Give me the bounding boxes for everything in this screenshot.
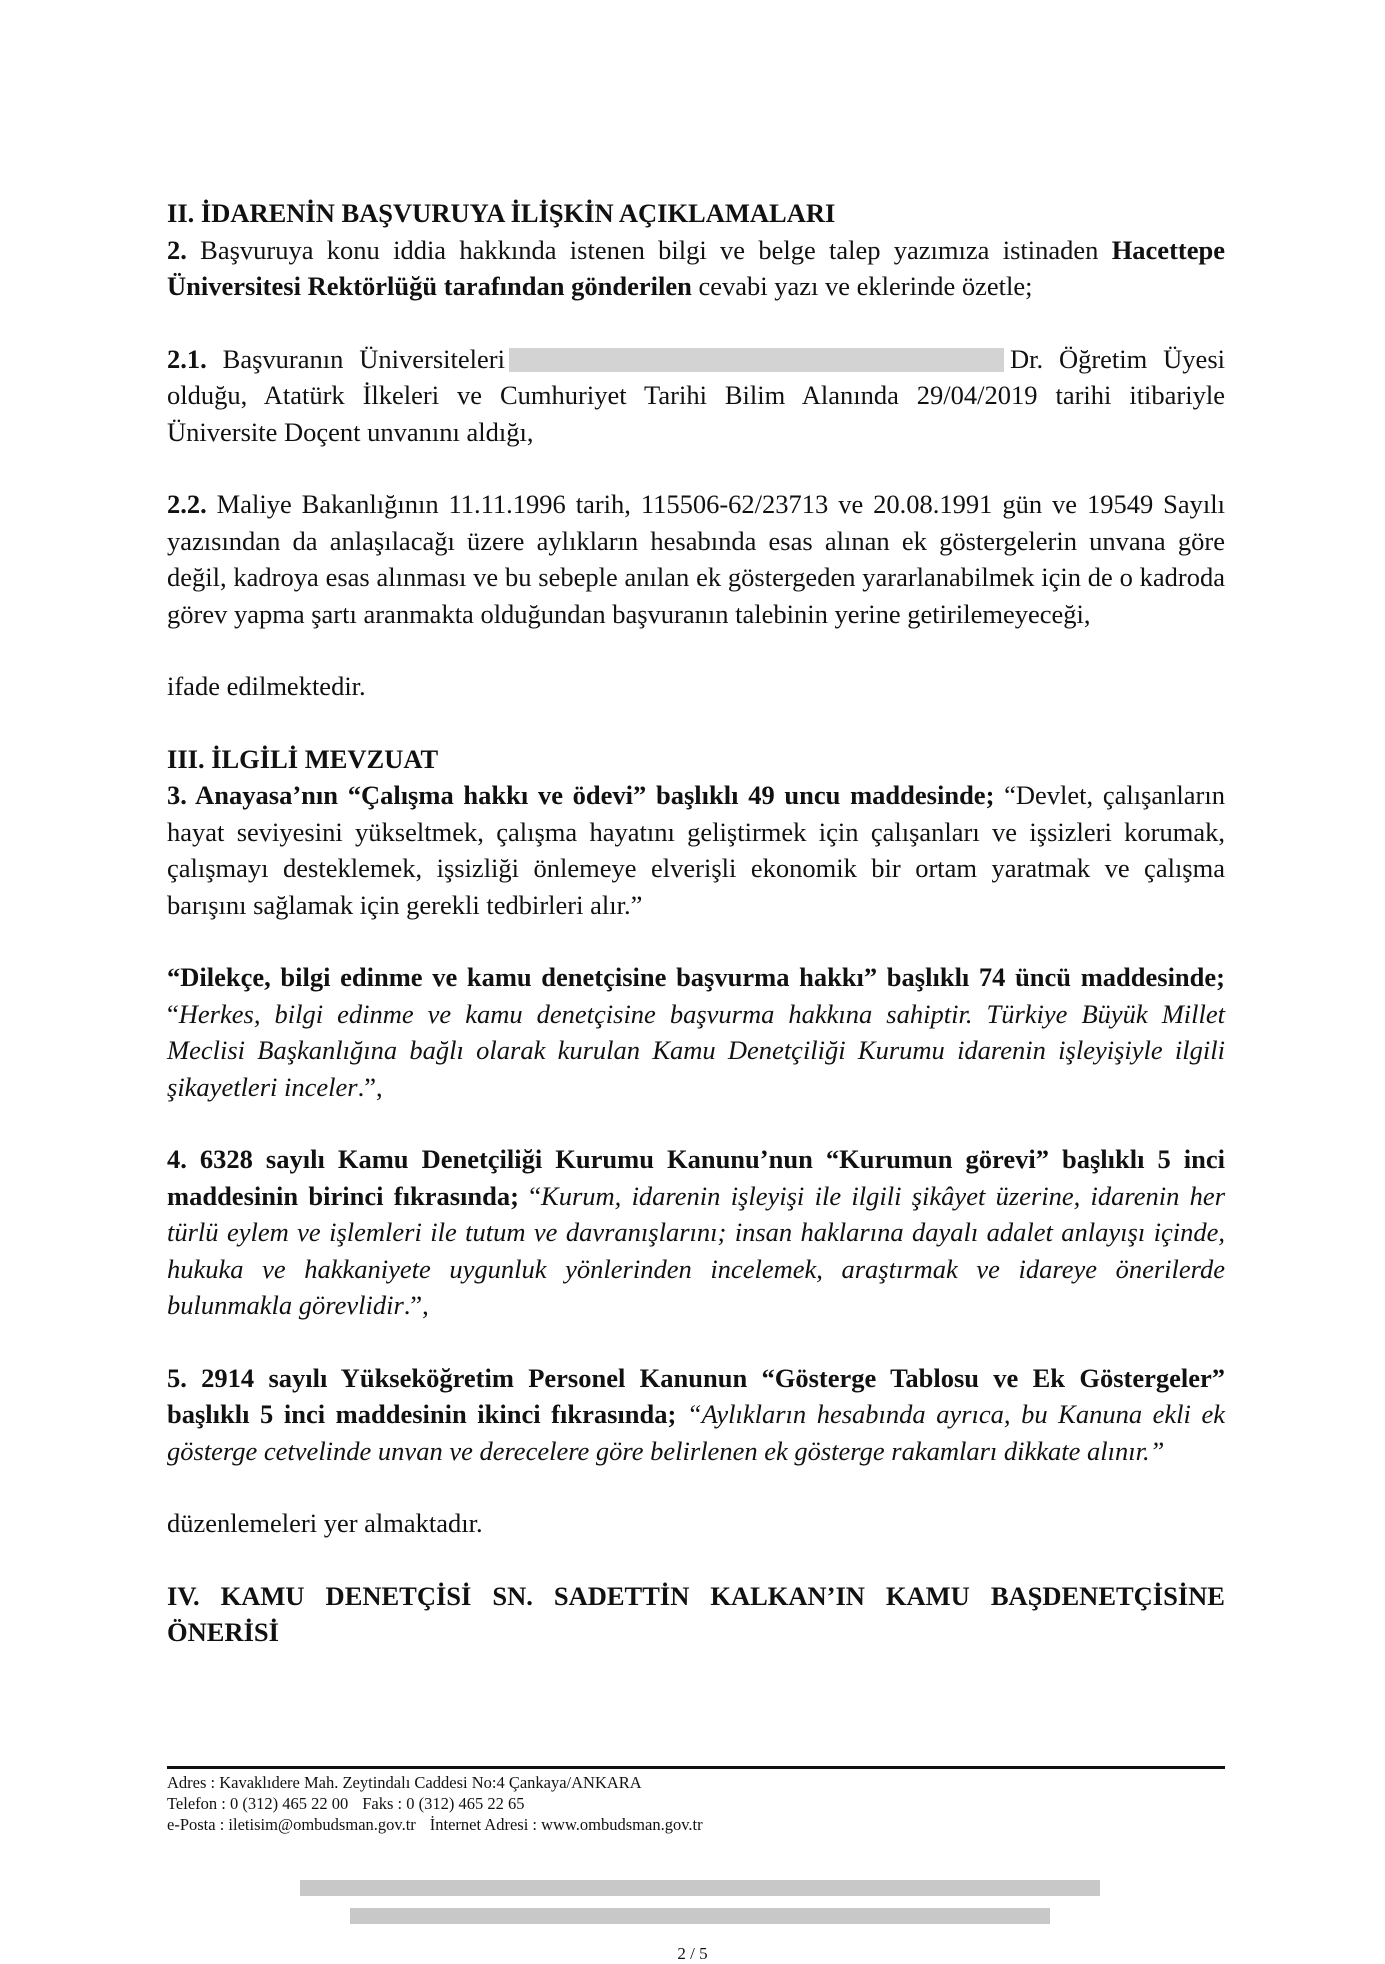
redacted-block [300,1880,1100,1896]
section-heading-4: IV. KAMU DENETÇİSİ SN. SADETTİN KALKAN’IN KAMU BAŞDENETÇİSİNE ÖNERİSİ [167,1580,1225,1647]
document-body [167,195,1225,1651]
italic-text: Kurum, idarenin işleyişi ile ilgili şikâyet üzerine, idarenin her türlü eylem ve işlemleri ile tutum ve davranışlarını; insan haklarına dayalı adalet anlayışı içinde, hukuka ve hakkaniyete uygunluk yönlerinden incelemek, araştırmak ve idareye önerilerde bulunmakla görevlidir [167,1180,1226,1320]
page-number: 2 / 5 [677,1944,708,1963]
footer-phone: Telefon : 0 (312) 465 22 00 [167,1794,349,1813]
paragraph-number: 2. [167,234,187,265]
italic-text: Herkes, bilgi edinme ve kamu denetçisine başvurma hakkına sahiptir. Türkiye Büyük Millet Meclisi Başkanlığına bağlı olarak kurulan Kamu Denetçiliği Kurumu idarenin işleyişiyle ilgili şikayetleri inceler [167,998,1225,1102]
footer-divider [167,1766,1225,1769]
footer-website[interactable]: İnternet Adresi : www.ombudsman.gov.tr [429,1815,703,1834]
footer-address: Adres : Kavaklıdere Mah. Zeytindalı Caddesi No:4 Çankaya/ANKARA [167,1773,642,1792]
redacted-block [350,1908,1050,1924]
quote-open: “ [518,1180,542,1211]
section-heading-3: III. İLGİLİ MEVZUAT [167,743,439,774]
bold-text: 3. Anayasa’nın “Çalışma hakkı ve ödevi” başlıklı 49 uncu maddesinde; [167,780,995,810]
bold-text: 5. 2914 sayılı Yükseköğretim Personel Kanunun “Gösterge Tablosu ve Ek Göstergeler” başlıklı 5 inci maddesinin ikinci fıkrasında; [167,1362,1225,1429]
paragraph-text: Başvuruya konu iddia hakkında istenen bilgi ve belge talep yazımıza istinaden [186,234,1112,265]
footer-fax: Faks : 0 (312) 465 22 65 [362,1794,525,1813]
bold-text: 4. 6328 sayılı Kamu Denetçiliği Kurumu Kanunu’nun “Kurumun görevi” başlıklı 5 inci maddesinin birinci fıkrasında; [167,1144,1225,1211]
footer-email[interactable]: e-Posta : iletisim@ombudsman.gov.tr [167,1815,416,1834]
paragraph-2-2 [167,486,1225,632]
bold-text: “Dilekçe, bilgi edinme ve kamu denetçisine başvurma hakkı” başlıklı 74 üncü maddesinde; [167,962,1225,992]
quote-close: .”, [357,1071,383,1102]
footer-contact-line [167,1793,703,1814]
paragraph-text: Başvuranın Üniversiteleri [206,343,505,374]
paragraph-3 [167,777,1225,923]
closing-statement: ifade edilmektedir. [167,671,366,701]
paragraph-text: Dr. Öğretim Üyesi olduğu, Atatürk İlkeleri ve Cumhuriyet Tarihi Bilim Alanında 29/04/2019 tarihi itibariyle Üniversite Doçent unvanını aldığı, [167,343,1225,447]
section-heading-2: II. İDARENİN BAŞVURUYA İLİŞKİN AÇIKLAMALARI [167,198,836,228]
quote-close: .”, [403,1290,429,1320]
paragraph-number: 2.1. [167,343,207,374]
paragraph-text: cevabi yazı ve eklerinde özetle; [691,271,1033,301]
paragraph-text: “Devlet, çalışanların hayat seviyesini yükseltmek, çalışma hayatını geliştirmek için çalışanları ve işsizleri korumak, çalışmayı desteklemek, işsizliği önlemeye elverişli ekonomik bir ortam yaratmak ve çalışma barışını sağlamak için gerekli tedbirleri alır.” [167,780,1225,920]
paragraph-2 [167,232,1225,305]
footer-web-line [167,1814,703,1835]
quote-open: “ [167,998,179,1029]
paragraph-3b [167,959,1225,1105]
paragraph-4 [167,1141,1225,1324]
paragraph-5 [167,1360,1225,1470]
italic-text: “Aylıkların hesabında ayrıca, bu Kanuna ekli ek gösterge cetvelinde unvan ve derecelere göre belirlenen ek gösterge rakamları dikkate alınır.” [167,1399,1225,1466]
paragraph-text: Maliye Bakanlığının 11.11.1996 tarih, 115506-62/23713 ve 20.08.1991 gün ve 19549 Sayılı yazısından da anlaşılacağı üzere aylıkların hesabında esas alınan ek göstergelerin unvana göre değil, kadroya esas alınması ve bu sebeple anılan ek göstergeden yararlanabilmek için de o kadroda görev yapma şartı aranmakta olduğundan başvuranın talebinin yerine getirilemeyeceği, [167,489,1225,629]
paragraph-number: 2.2. [167,489,207,519]
bold-text: Hacettepe Üniversitesi Rektörlüğü tarafından gönderilen [167,234,1225,301]
paragraph-2-1 [167,341,1225,451]
redacted-block [509,348,1004,372]
footer [167,1772,703,1835]
closing-statement: düzenlemeleri yer almaktadır. [167,1508,483,1538]
